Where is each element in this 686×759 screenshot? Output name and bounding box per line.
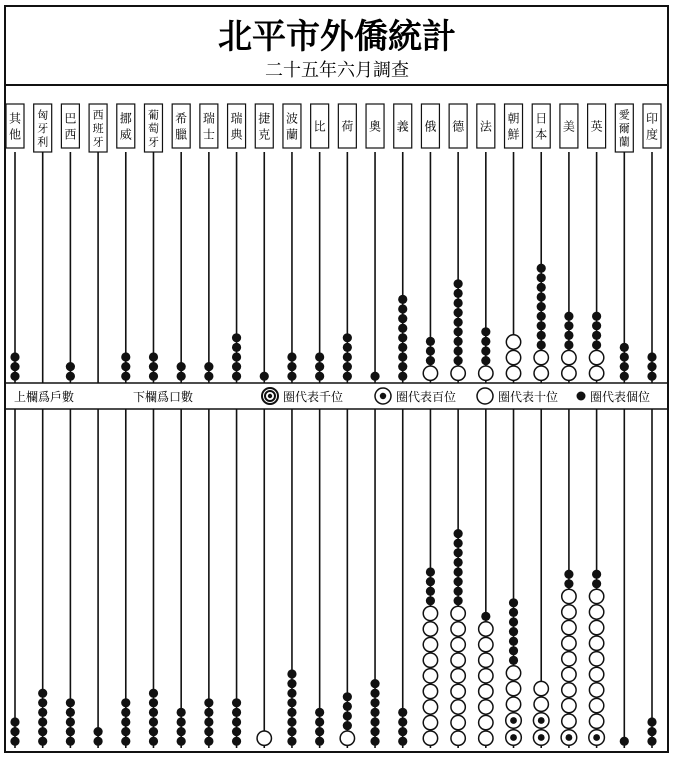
- population-ten-bead-15: [423, 622, 437, 636]
- household-ten-bead-15: [423, 366, 437, 380]
- population-unit-bead-13: [370, 698, 379, 707]
- population-ten-bead-15: [423, 700, 437, 714]
- population-ten-bead-15: [423, 731, 437, 745]
- household-unit-bead-20: [564, 312, 573, 321]
- population-unit-bead-15: [426, 577, 435, 586]
- household-unit-bead-16: [454, 308, 463, 317]
- household-unit-bead-22: [620, 362, 629, 371]
- population-unit-bead-7: [204, 717, 213, 726]
- household-unit-bead-14: [398, 304, 407, 313]
- population-ten-bead-17: [479, 715, 493, 729]
- population-unit-bead-18: [509, 617, 518, 626]
- population-ten-bead-21: [589, 589, 603, 603]
- household-unit-bead-21: [592, 321, 601, 330]
- household-unit-bead-5: [149, 372, 158, 381]
- chart-title: 北平市外僑統計: [218, 17, 456, 57]
- household-ten-bead-19: [534, 366, 548, 380]
- legend-lower-label: 下欄爲口數: [133, 390, 194, 404]
- population-ten-bead-20: [562, 589, 576, 603]
- population-ten-bead-21: [589, 605, 603, 619]
- nationality-label: 印度: [645, 111, 659, 142]
- population-unit-bead-2: [66, 708, 75, 717]
- household-unit-bead-12: [343, 333, 352, 342]
- population-unit-bead-18: [509, 646, 518, 655]
- population-unit-bead-16: [454, 596, 463, 605]
- household-unit-bead-17: [481, 337, 490, 346]
- population-ten-bead-15: [423, 669, 437, 683]
- household-unit-bead-5: [149, 352, 158, 361]
- household-unit-bead-13: [370, 372, 379, 381]
- household-unit-bead-16: [454, 337, 463, 346]
- household-unit-bead-16: [454, 289, 463, 298]
- population-unit-bead-18: [509, 637, 518, 646]
- population-unit-bead-16: [454, 548, 463, 557]
- nationality-label: 比: [313, 119, 326, 134]
- population-unit-bead-17: [481, 612, 490, 621]
- population-unit-bead-18: [509, 608, 518, 617]
- population-ten-bead-16: [451, 731, 465, 745]
- household-unit-bead-22: [620, 372, 629, 381]
- population-ten-bead-15: [423, 653, 437, 667]
- population-unit-bead-10: [287, 698, 296, 707]
- household-unit-bead-2: [66, 362, 75, 371]
- household-unit-bead-11: [315, 352, 324, 361]
- population-unit-bead-5: [149, 708, 158, 717]
- population-unit-bead-10: [287, 708, 296, 717]
- household-unit-bead-12: [343, 352, 352, 361]
- household-unit-bead-17: [481, 327, 490, 336]
- household-unit-bead-16: [454, 279, 463, 288]
- population-unit-bead-2: [66, 698, 75, 707]
- population-unit-bead-4: [121, 737, 130, 746]
- population-hundred-bead-21: [589, 730, 605, 746]
- population-ten-bead-21: [589, 667, 603, 681]
- population-ten-bead-17: [479, 669, 493, 683]
- population-unit-bead-0: [10, 737, 19, 746]
- household-unit-bead-20: [564, 321, 573, 330]
- household-unit-bead-20: [564, 331, 573, 340]
- household-unit-bead-4: [121, 372, 130, 381]
- household-unit-bead-19: [537, 283, 546, 292]
- nationality-label: 俄: [424, 119, 437, 134]
- population-unit-bead-8: [232, 727, 241, 736]
- household-unit-bead-16: [454, 318, 463, 327]
- household-unit-bead-14: [398, 343, 407, 352]
- population-unit-bead-7: [204, 727, 213, 736]
- nationality-label: 朝鮮: [507, 111, 520, 142]
- population-unit-bead-4: [121, 717, 130, 726]
- household-ten-bead-16: [451, 366, 465, 380]
- household-unit-bead-14: [398, 362, 407, 371]
- population-unit-bead-16: [454, 587, 463, 596]
- population-unit-bead-16: [454, 577, 463, 586]
- population-hundred-bead-18: [506, 713, 522, 729]
- population-ten-bead-19: [534, 697, 548, 711]
- nationality-label: 義: [396, 119, 409, 134]
- population-ten-bead-15: [423, 606, 437, 620]
- nationality-label: 日本: [535, 111, 548, 142]
- household-unit-bead-14: [398, 324, 407, 333]
- population-unit-bead-16: [454, 558, 463, 567]
- household-unit-bead-16: [454, 327, 463, 336]
- population-unit-bead-1: [38, 698, 47, 707]
- population-unit-bead-5: [149, 727, 158, 736]
- population-unit-bead-12: [343, 711, 352, 720]
- population-ten-bead-16: [451, 606, 465, 620]
- household-ten-bead-21: [589, 350, 603, 364]
- population-unit-bead-10: [287, 679, 296, 688]
- household-unit-bead-6: [177, 372, 186, 381]
- population-unit-bead-6: [177, 717, 186, 726]
- household-unit-bead-14: [398, 314, 407, 323]
- population-hundred-bead-20: [561, 730, 577, 746]
- population-unit-bead-6: [177, 737, 186, 746]
- household-unit-bead-4: [121, 352, 130, 361]
- household-ten-bead-20: [562, 350, 576, 364]
- nationality-label: 匈牙利: [37, 108, 49, 149]
- population-unit-bead-21: [592, 579, 601, 588]
- population-unit-bead-13: [370, 717, 379, 726]
- household-unit-bead-5: [149, 362, 158, 371]
- household-ten-bead-20: [562, 366, 576, 380]
- population-unit-bead-12: [343, 702, 352, 711]
- population-unit-bead-18: [509, 627, 518, 636]
- population-unit-bead-1: [38, 737, 47, 746]
- household-unit-bead-19: [537, 340, 546, 349]
- population-ten-bead-21: [589, 683, 603, 697]
- upper-beads-households: [10, 264, 656, 381]
- household-unit-bead-16: [454, 356, 463, 365]
- nationality-label: 愛爾蘭: [618, 108, 630, 149]
- nationality-label: 法: [479, 119, 492, 134]
- population-unit-bead-3: [93, 727, 102, 736]
- household-unit-bead-9: [260, 372, 269, 381]
- population-ten-bead-20: [562, 714, 576, 728]
- population-unit-bead-12: [343, 692, 352, 701]
- population-unit-bead-16: [454, 529, 463, 538]
- population-unit-bead-7: [204, 698, 213, 707]
- population-ten-bead-17: [479, 684, 493, 698]
- household-ten-bead-18: [506, 350, 520, 364]
- household-ten-bead-18: [506, 335, 520, 349]
- population-ten-bead-17: [479, 637, 493, 651]
- population-unit-bead-15: [426, 567, 435, 576]
- population-unit-bead-3: [93, 737, 102, 746]
- legend-upper-label: 上欄爲戶數: [14, 390, 75, 404]
- household-unit-bead-19: [537, 264, 546, 273]
- population-ten-bead-19: [534, 681, 548, 695]
- household-unit-bead-15: [426, 356, 435, 365]
- household-unit-bead-15: [426, 337, 435, 346]
- population-unit-bead-5: [149, 717, 158, 726]
- population-unit-bead-7: [204, 708, 213, 717]
- population-ten-bead-20: [562, 683, 576, 697]
- population-ten-bead-21: [589, 636, 603, 650]
- population-unit-bead-8: [232, 717, 241, 726]
- household-unit-bead-21: [592, 340, 601, 349]
- population-unit-bead-23: [647, 737, 656, 746]
- population-unit-bead-5: [149, 737, 158, 746]
- legend-tens-icon: [477, 388, 493, 404]
- household-unit-bead-19: [537, 331, 546, 340]
- legend-tens-label: 圈代表十位: [498, 390, 559, 404]
- legend-hundreds-label: 圈代表百位: [396, 390, 457, 404]
- nationality-label: 荷: [341, 119, 354, 134]
- household-unit-bead-14: [398, 333, 407, 342]
- population-unit-bead-2: [66, 727, 75, 736]
- population-unit-bead-10: [287, 717, 296, 726]
- population-unit-bead-6: [177, 727, 186, 736]
- household-ten-bead-19: [534, 350, 548, 364]
- population-unit-bead-2: [66, 737, 75, 746]
- household-unit-bead-14: [398, 372, 407, 381]
- population-hundred-bead-19: [533, 713, 549, 729]
- population-unit-bead-10: [287, 737, 296, 746]
- household-unit-bead-7: [204, 372, 213, 381]
- household-unit-bead-17: [481, 356, 490, 365]
- population-unit-bead-6: [177, 708, 186, 717]
- nationality-label: 奧: [369, 119, 382, 134]
- nationality-label: 其他: [8, 111, 22, 142]
- population-unit-bead-13: [370, 727, 379, 736]
- population-ten-bead-15: [423, 684, 437, 698]
- population-unit-bead-20: [564, 579, 573, 588]
- population-unit-bead-10: [287, 689, 296, 698]
- household-unit-bead-12: [343, 362, 352, 371]
- population-unit-bead-1: [38, 717, 47, 726]
- population-ten-bead-20: [562, 636, 576, 650]
- population-unit-bead-14: [398, 737, 407, 746]
- population-unit-bead-4: [121, 708, 130, 717]
- population-ten-bead-21: [589, 620, 603, 634]
- population-ten-bead-16: [451, 669, 465, 683]
- household-unit-bead-12: [343, 372, 352, 381]
- population-ten-bead-17: [479, 700, 493, 714]
- population-unit-bead-8: [232, 737, 241, 746]
- household-unit-bead-11: [315, 372, 324, 381]
- household-ten-bead-21: [589, 366, 603, 380]
- population-ten-bead-16: [451, 653, 465, 667]
- household-unit-bead-0: [10, 352, 19, 361]
- population-unit-bead-13: [370, 737, 379, 746]
- population-unit-bead-13: [370, 689, 379, 698]
- population-unit-bead-16: [454, 539, 463, 548]
- abacus-rods: [15, 152, 652, 748]
- nationality-label: 波蘭: [285, 111, 298, 142]
- population-ten-bead-15: [423, 715, 437, 729]
- household-unit-bead-21: [592, 331, 601, 340]
- household-unit-bead-19: [537, 292, 546, 301]
- nationality-label: 瑞典: [230, 111, 243, 142]
- population-unit-bead-13: [370, 679, 379, 688]
- household-unit-bead-23: [647, 372, 656, 381]
- population-unit-bead-11: [315, 717, 324, 726]
- population-unit-bead-12: [343, 721, 352, 730]
- household-unit-bead-8: [232, 372, 241, 381]
- household-unit-bead-17: [481, 346, 490, 355]
- population-ten-bead-20: [562, 652, 576, 666]
- population-ten-bead-18: [506, 666, 520, 680]
- legend-units-icon: [577, 392, 586, 401]
- household-unit-bead-16: [454, 346, 463, 355]
- household-ten-bead-18: [506, 366, 520, 380]
- population-unit-bead-4: [121, 698, 130, 707]
- household-unit-bead-20: [564, 340, 573, 349]
- population-unit-bead-15: [426, 596, 435, 605]
- household-unit-bead-16: [454, 298, 463, 307]
- population-ten-bead-20: [562, 667, 576, 681]
- household-ten-bead-17: [479, 366, 493, 380]
- population-ten-bead-21: [589, 698, 603, 712]
- population-unit-bead-1: [38, 708, 47, 717]
- population-unit-bead-18: [509, 598, 518, 607]
- population-unit-bead-0: [10, 727, 19, 736]
- legend-hundreds-icon: [375, 388, 391, 404]
- household-unit-bead-12: [343, 343, 352, 352]
- household-unit-bead-10: [287, 362, 296, 371]
- nationality-label: 德: [452, 119, 465, 134]
- household-unit-bead-7: [204, 362, 213, 371]
- household-unit-bead-19: [537, 273, 546, 282]
- population-unit-bead-11: [315, 708, 324, 717]
- population-unit-bead-15: [426, 587, 435, 596]
- population-unit-bead-14: [398, 708, 407, 717]
- lower-beads-population: [10, 529, 656, 746]
- population-unit-bead-4: [121, 727, 130, 736]
- nationality-label: 巴西: [64, 111, 77, 142]
- legend-thousands-label: 圈代表千位: [283, 390, 344, 404]
- population-ten-bead-16: [451, 700, 465, 714]
- nationality-label: 英: [590, 119, 603, 134]
- population-ten-bead-21: [589, 652, 603, 666]
- population-ten-bead-15: [423, 637, 437, 651]
- population-ten-bead-20: [562, 698, 576, 712]
- household-unit-bead-19: [537, 302, 546, 311]
- household-unit-bead-11: [315, 362, 324, 371]
- household-unit-bead-10: [287, 352, 296, 361]
- population-unit-bead-23: [647, 717, 656, 726]
- population-unit-bead-8: [232, 698, 241, 707]
- population-ten-bead-20: [562, 605, 576, 619]
- population-unit-bead-11: [315, 737, 324, 746]
- population-unit-bead-13: [370, 708, 379, 717]
- legend-thousands-icon: [262, 388, 278, 404]
- population-unit-bead-23: [647, 727, 656, 736]
- population-ten-bead-16: [451, 684, 465, 698]
- nationality-label: 美: [562, 119, 575, 134]
- household-unit-bead-14: [398, 352, 407, 361]
- population-ten-bead-18: [506, 697, 520, 711]
- household-unit-bead-22: [620, 352, 629, 361]
- population-unit-bead-21: [592, 570, 601, 579]
- nationality-label: 挪威: [119, 111, 132, 142]
- nationality-labels: [6, 104, 661, 152]
- nationality-label: 希臘: [175, 111, 188, 142]
- population-unit-bead-2: [66, 717, 75, 726]
- household-unit-bead-8: [232, 333, 241, 342]
- population-ten-bead-9: [257, 731, 271, 745]
- population-unit-bead-18: [509, 656, 518, 665]
- population-ten-bead-18: [506, 681, 520, 695]
- population-ten-bead-17: [479, 731, 493, 745]
- population-unit-bead-10: [287, 727, 296, 736]
- population-ten-bead-17: [479, 622, 493, 636]
- population-unit-bead-10: [287, 669, 296, 678]
- household-unit-bead-8: [232, 362, 241, 371]
- nationality-label: 捷克: [258, 111, 271, 142]
- household-unit-bead-21: [592, 312, 601, 321]
- population-unit-bead-16: [454, 567, 463, 576]
- household-unit-bead-14: [398, 295, 407, 304]
- population-hundred-bead-18: [506, 730, 522, 746]
- household-unit-bead-19: [537, 312, 546, 321]
- household-unit-bead-19: [537, 321, 546, 330]
- population-unit-bead-0: [10, 717, 19, 726]
- household-unit-bead-23: [647, 352, 656, 361]
- population-unit-bead-7: [204, 737, 213, 746]
- population-unit-bead-5: [149, 689, 158, 698]
- household-unit-bead-8: [232, 352, 241, 361]
- population-unit-bead-20: [564, 570, 573, 579]
- population-ten-bead-16: [451, 715, 465, 729]
- household-unit-bead-8: [232, 343, 241, 352]
- household-unit-bead-15: [426, 346, 435, 355]
- population-ten-bead-20: [562, 620, 576, 634]
- chart-subtitle: 二十五年六月調查: [265, 60, 409, 81]
- household-unit-bead-2: [66, 372, 75, 381]
- population-unit-bead-5: [149, 698, 158, 707]
- household-unit-bead-0: [10, 372, 19, 381]
- population-unit-bead-1: [38, 689, 47, 698]
- population-ten-bead-16: [451, 637, 465, 651]
- population-ten-bead-16: [451, 622, 465, 636]
- population-unit-bead-8: [232, 708, 241, 717]
- household-unit-bead-23: [647, 362, 656, 371]
- nationality-label: 西班牙: [92, 108, 104, 149]
- legend-units-label: 圈代表個位: [590, 390, 651, 404]
- household-unit-bead-0: [10, 362, 19, 371]
- nationality-label: 瑞士: [202, 111, 215, 142]
- population-ten-bead-21: [589, 714, 603, 728]
- population-hundred-bead-19: [533, 730, 549, 746]
- population-ten-bead-12: [340, 731, 354, 745]
- population-unit-bead-14: [398, 727, 407, 736]
- nationality-label: 葡萄牙: [147, 108, 159, 149]
- population-unit-bead-22: [620, 737, 629, 746]
- population-unit-bead-1: [38, 727, 47, 736]
- population-unit-bead-14: [398, 717, 407, 726]
- population-unit-bead-11: [315, 727, 324, 736]
- household-unit-bead-22: [620, 343, 629, 352]
- household-unit-bead-10: [287, 372, 296, 381]
- household-unit-bead-6: [177, 362, 186, 371]
- population-ten-bead-17: [479, 653, 493, 667]
- household-unit-bead-4: [121, 362, 130, 371]
